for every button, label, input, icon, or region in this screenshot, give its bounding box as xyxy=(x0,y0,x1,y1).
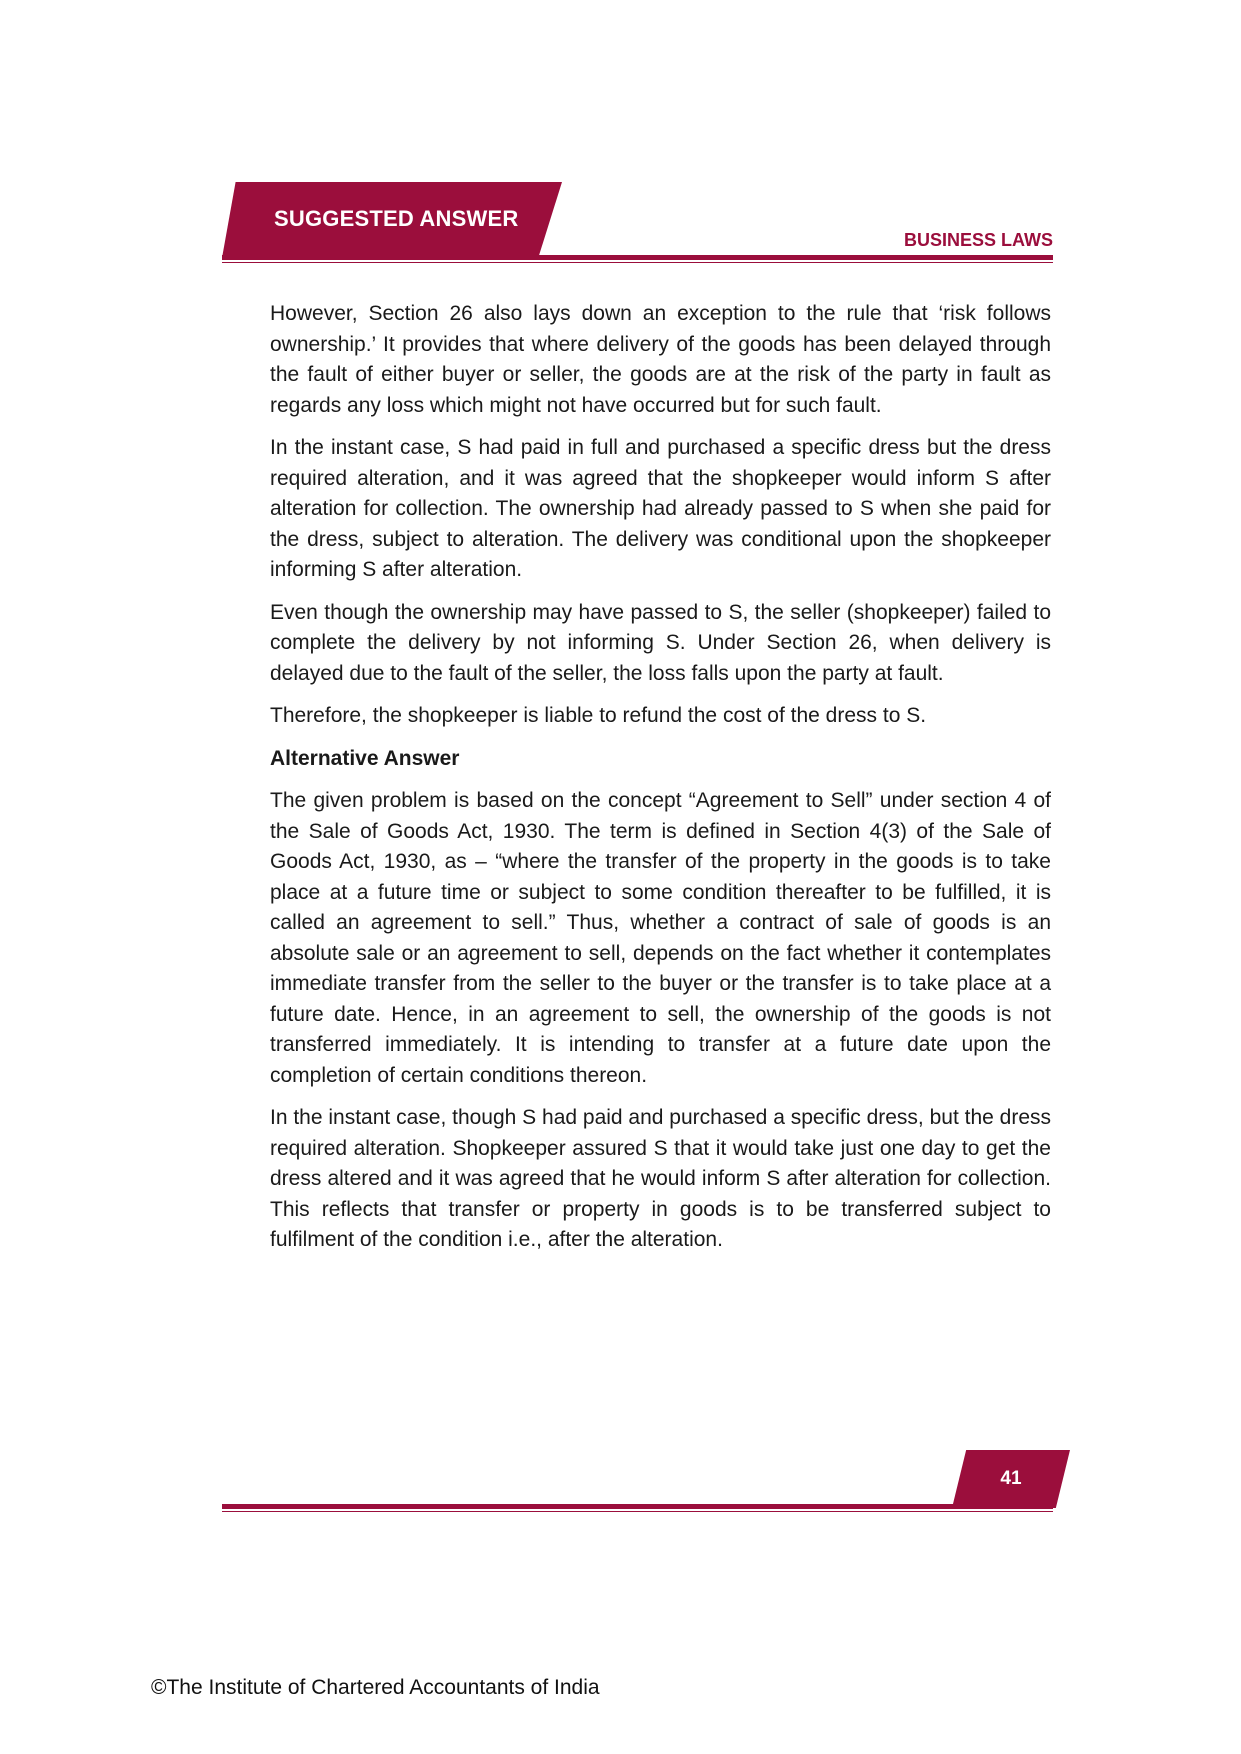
paragraph-instant-case: In the instant case, S had paid in full and purchased a specific dress but the dress required alteration, and it was agreed that the shopkeeper would inform S after alteration for collection. The ownership had already passed to S when she paid for the dress, subject to alteration. The delivery was conditional upon the shopkeeper informing S after alteration. xyxy=(270,436,1051,581)
paragraph-section-26-exception: However, Section 26 also lays down an exception to the rule that ‘risk follows ownership.’ It provides that where delivery of the goods has been delayed through the fault of either buyer or seller, the goods are at the risk of the party in fault as regards any loss which might not have occurred but for such fault. xyxy=(270,302,1051,417)
paragraph-conclusion: Therefore, the shopkeeper is liable to refund the cost of the dress to S. xyxy=(270,704,927,727)
header-divider xyxy=(222,255,1053,260)
header-tab-label: SUGGESTED ANSWER xyxy=(274,206,519,231)
page-content xyxy=(270,299,1051,1268)
alternative-answer-heading: Alternative Answer xyxy=(270,746,460,770)
footer-divider-thin xyxy=(222,1511,1053,1512)
paragraph-agreement-to-sell: The given problem is based on the concept “Agreement to Sell” under section 4 of the Sale of Goods Act, 1930. The term is defined in Section 4(3) of the Sale of Goods Act, 1930, as – “where the transfer of the property in the goods is to take place at a future time or subject to some condition thereafter to be fulfilled, it is called an agreement to sell.” Thus, whether a contract of sale of goods is an absolute sale or an agreement to sell, depends on the fact whether it contemplates immediate transfer from the seller to the buyer or the transfer is to take place at a future date. Hence, in an agreement to sell, the ownership of the goods is not transferred immediately. It is intending to transfer at a future date upon the completion of certain conditions thereon. xyxy=(270,789,1051,1087)
paragraph-alternative-instant-case: In the instant case, though S had paid and purchased a specific dress, but the dress required alteration. Shopkeeper assured S that it would take just one day to get the dress altered and it was agreed that he would inform S after alteration for collection. This reflects that transfer or property in goods is to be transferred subject to fulfilment of the condition i.e., after the alteration. xyxy=(270,1106,1051,1251)
copyright-notice: ©The Institute of Chartered Accountants of India xyxy=(151,1676,600,1699)
header-subject: BUSINESS LAWS xyxy=(903,230,1053,250)
page-number: 41 xyxy=(1000,1468,1022,1489)
footer-divider xyxy=(222,1504,1053,1509)
header-divider-thin xyxy=(222,262,1053,263)
paragraph-delivery-fault: Even though the ownership may have passed to S, the seller (shopkeeper) failed to complete the delivery by not informing S. Under Section 26, when delivery is delayed due to the fault of the seller, the loss falls upon the party at fault. xyxy=(270,600,1051,685)
